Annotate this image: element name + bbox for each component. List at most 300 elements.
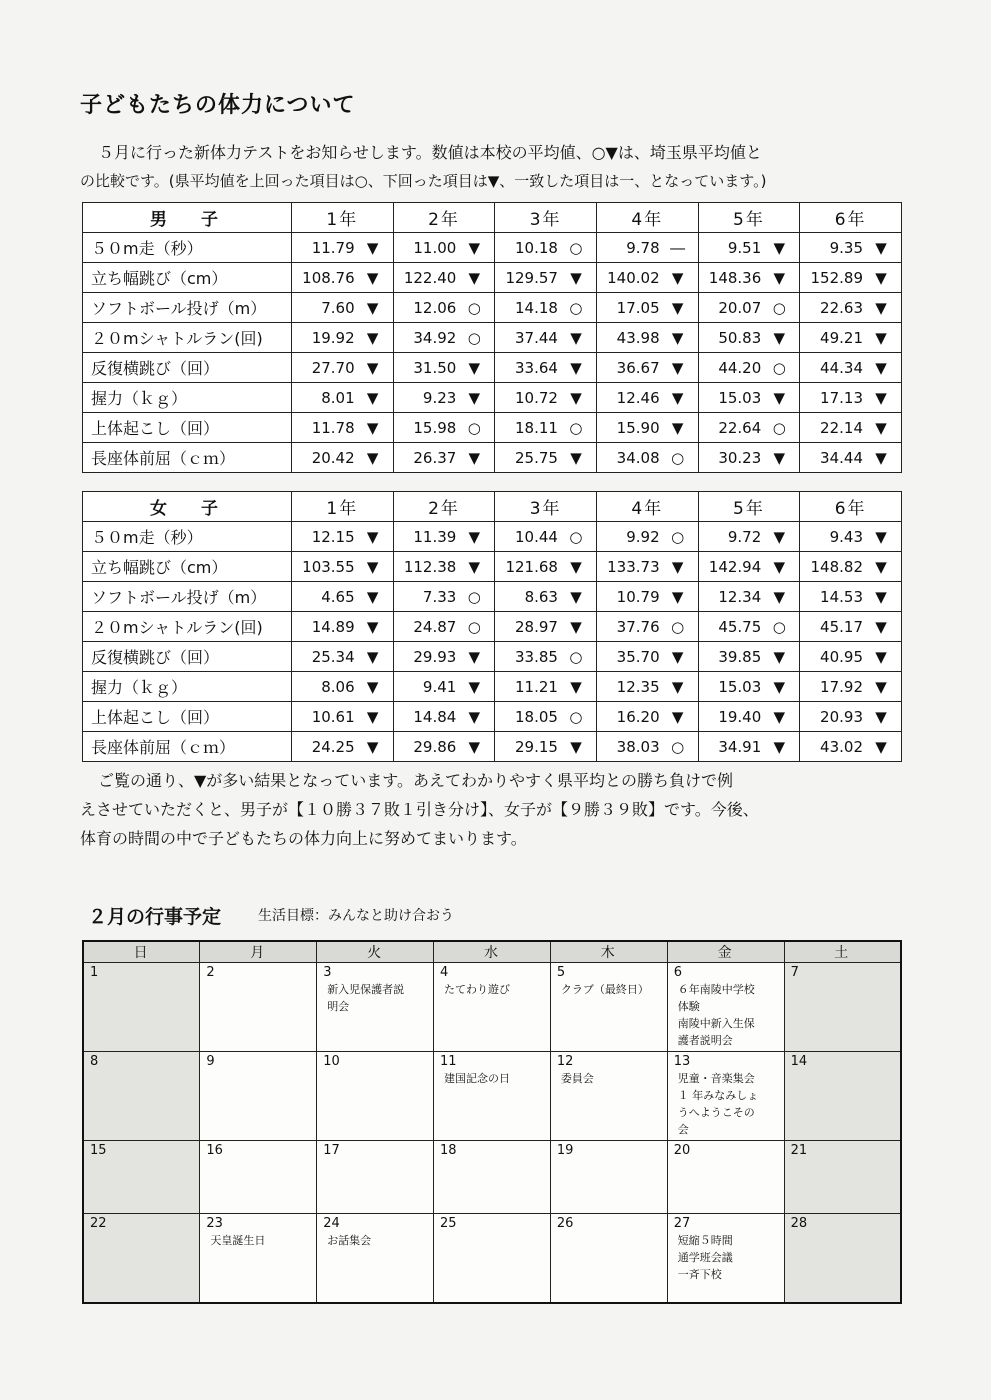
comparison-mark: ▼ — [468, 238, 481, 257]
table-row — [83, 263, 902, 293]
grade-header: 5年 — [698, 203, 800, 233]
calendar-event: ６年南陵中学校 — [677, 983, 755, 996]
results-summary — [80, 766, 920, 853]
score-value: 12.46 — [616, 388, 660, 407]
score-cell — [495, 353, 597, 383]
score-cell — [698, 323, 800, 353]
comparison-mark: ▼ — [671, 358, 684, 377]
calendar-day-cell — [784, 1141, 901, 1214]
comparison-mark: ▼ — [671, 677, 684, 696]
score-cell — [292, 233, 394, 263]
test-item-label: 握力（ｋｇ） — [83, 383, 292, 413]
comparison-mark: ○ — [671, 527, 685, 546]
intro-line-2: の比較です。(県平均値を上回った項目は○、下回った項目は▼、一致した項目は一、となっています。) — [80, 172, 767, 190]
comparison-mark: ▼ — [671, 268, 684, 287]
score-value: 50.83 — [718, 328, 762, 347]
comparison-mark: ▼ — [468, 448, 481, 467]
day-number: 23 — [206, 1216, 223, 1231]
comparison-mark: ○ — [569, 707, 583, 726]
comparison-mark: ▼ — [875, 647, 887, 666]
calendar-day-cell — [667, 1214, 784, 1304]
score-value: 10.79 — [616, 587, 660, 606]
test-item-label: 上体起こし（回） — [83, 702, 292, 732]
score-cell — [393, 293, 495, 323]
summary-line-3: 体育の時間の中で子どもたちの体力向上に努めてまいります。 — [80, 829, 527, 848]
score-value: 121.68 — [505, 557, 558, 576]
calendar-day-cell — [434, 963, 551, 1052]
score-value: 8.01 — [321, 388, 355, 407]
score-cell — [495, 383, 597, 413]
score-value: 49.21 — [820, 328, 863, 347]
table-row — [83, 612, 902, 642]
comparison-mark: ▼ — [875, 328, 887, 347]
score-value: 18.11 — [515, 418, 558, 437]
day-number: 24 — [323, 1216, 340, 1231]
comparison-mark: ▼ — [570, 328, 582, 347]
score-cell — [495, 413, 597, 443]
summary-line-2: えさせていただくと、男子が【１０勝３７敗１引き分け】、女子が【９勝３９敗】です。今後、 — [80, 800, 759, 819]
score-cell — [292, 702, 394, 732]
comparison-mark: ▼ — [468, 647, 481, 666]
comparison-mark: ▼ — [468, 707, 481, 726]
score-value: 9.43 — [829, 527, 863, 546]
score-value: 19.40 — [718, 707, 762, 726]
score-value: 129.57 — [505, 268, 558, 287]
score-value: 31.50 — [413, 358, 457, 377]
score-value: 11.00 — [413, 238, 457, 257]
weekday-header: 木 — [550, 941, 667, 963]
calendar-event: 南陵中新入生保 — [677, 1017, 755, 1030]
calendar-day-cell — [434, 1052, 551, 1141]
day-number: 13 — [673, 1054, 691, 1069]
comparison-mark: ▼ — [366, 737, 379, 756]
calendar-event: 通学班会議 — [677, 1251, 733, 1264]
comparison-mark: ▼ — [671, 388, 684, 407]
score-cell — [596, 413, 698, 443]
comparison-mark: ○ — [671, 448, 685, 467]
score-value: 152.89 — [810, 268, 863, 287]
calendar-event: 建国記念の日 — [444, 1072, 511, 1085]
score-cell — [292, 443, 394, 473]
table-row — [83, 383, 902, 413]
girls-label: 女 子 — [83, 492, 292, 522]
test-item-label: ２０mシャトルラン(回) — [83, 612, 292, 642]
comparison-mark: ▼ — [468, 388, 481, 407]
score-value: 43.98 — [616, 328, 660, 347]
grade-header: 1年 — [292, 492, 394, 522]
score-value: 22.14 — [820, 418, 863, 437]
score-cell — [393, 443, 495, 473]
table-row — [83, 233, 902, 263]
score-value: 10.61 — [311, 707, 355, 726]
day-number: 21 — [790, 1143, 808, 1158]
score-cell — [495, 323, 597, 353]
score-cell — [596, 732, 698, 762]
score-value: 9.35 — [829, 238, 863, 257]
score-cell — [596, 522, 698, 552]
score-value: 8.63 — [524, 587, 558, 606]
day-number: 4 — [440, 965, 449, 980]
day-number: 9 — [206, 1054, 215, 1069]
comparison-mark: ▼ — [671, 647, 684, 666]
score-value: 29.86 — [413, 737, 457, 756]
calendar-day-cell — [83, 963, 200, 1052]
score-cell — [800, 702, 902, 732]
day-number: 17 — [323, 1143, 340, 1158]
comparison-mark: ▼ — [570, 677, 582, 696]
comparison-mark: ▼ — [875, 587, 887, 606]
comparison-mark: ▼ — [773, 677, 786, 696]
score-cell — [596, 702, 698, 732]
comparison-mark: ▼ — [671, 707, 684, 726]
weekday-header: 水 — [434, 941, 551, 963]
calendar-day-cell — [83, 1052, 200, 1141]
day-number: 22 — [90, 1216, 107, 1231]
comparison-mark: ○ — [569, 647, 583, 666]
comparison-mark: ▼ — [773, 737, 786, 756]
comparison-mark: ▼ — [366, 677, 379, 696]
comparison-mark: ▼ — [366, 557, 379, 576]
grade-header: 2年 — [393, 203, 495, 233]
score-value: 20.07 — [718, 298, 762, 317]
score-value: 14.84 — [413, 707, 457, 726]
day-number: 14 — [790, 1054, 808, 1069]
day-number: 1 — [90, 965, 99, 980]
calendar-event: 委員会 — [560, 1072, 594, 1085]
day-number: 16 — [206, 1143, 223, 1158]
comparison-mark: ▼ — [570, 617, 582, 636]
life-goal: 生活目標：みんなと助け合おう — [258, 908, 454, 924]
score-cell — [292, 413, 394, 443]
score-cell — [698, 293, 800, 323]
calendar-event: お話集会 — [327, 1234, 372, 1247]
table-row — [83, 443, 902, 473]
day-number: 26 — [556, 1216, 574, 1231]
score-value: 33.85 — [515, 647, 558, 666]
score-value: 29.93 — [413, 647, 457, 666]
comparison-mark: ○ — [671, 737, 685, 756]
score-value: 27.70 — [311, 358, 355, 377]
score-value: 44.20 — [718, 358, 762, 377]
test-item-label: ５０m走（秒） — [83, 233, 292, 263]
comparison-mark: ▼ — [671, 557, 684, 576]
score-cell — [393, 383, 495, 413]
table-row — [83, 642, 902, 672]
calendar-event: 護者説明会 — [677, 1034, 733, 1047]
comparison-mark: ▼ — [875, 557, 887, 576]
score-value: 26.37 — [413, 448, 457, 467]
calendar-day-cell — [784, 1214, 901, 1304]
calendar-day-cell — [83, 1141, 200, 1214]
calendar-week-row — [83, 1214, 901, 1304]
score-cell — [292, 672, 394, 702]
score-cell — [393, 702, 495, 732]
score-value: 11.78 — [311, 418, 355, 437]
score-value: 10.18 — [515, 238, 558, 257]
score-cell — [596, 293, 698, 323]
score-value: 19.92 — [311, 328, 355, 347]
calendar-day-cell — [784, 1052, 901, 1141]
score-cell — [698, 522, 800, 552]
score-cell — [800, 672, 902, 702]
calendar-day-cell — [200, 1052, 317, 1141]
february-calendar — [82, 940, 902, 1304]
comparison-mark: ▼ — [875, 268, 887, 287]
weekday-header: 日 — [83, 941, 200, 963]
score-value: 34.92 — [413, 328, 457, 347]
score-cell — [800, 642, 902, 672]
comparison-mark: ▼ — [671, 418, 684, 437]
score-value: 9.72 — [727, 527, 762, 546]
comparison-mark: ▼ — [773, 557, 786, 576]
comparison-mark: ▼ — [366, 238, 379, 257]
comparison-mark: ▼ — [671, 587, 684, 606]
score-cell — [495, 732, 597, 762]
calendar-event: クラブ（最終日） — [560, 983, 649, 996]
calendar-event: １ 年みなみしょ — [677, 1089, 759, 1102]
calendar-event: たてわり遊び — [444, 983, 511, 996]
score-value: 14.18 — [515, 298, 558, 317]
score-value: 45.75 — [718, 617, 762, 636]
grade-header: 3年 — [495, 203, 597, 233]
grade-header: 2年 — [393, 492, 495, 522]
score-cell — [698, 263, 800, 293]
day-number: 2 — [206, 965, 215, 980]
score-cell — [393, 672, 495, 702]
score-cell — [698, 702, 800, 732]
score-value: 103.55 — [302, 557, 355, 576]
score-cell — [698, 582, 800, 612]
comparison-mark: ▼ — [468, 268, 481, 287]
calendar-day-cell — [317, 1141, 434, 1214]
score-cell — [495, 233, 597, 263]
comparison-mark: ▼ — [468, 557, 481, 576]
comparison-mark: ▼ — [570, 587, 582, 606]
comparison-mark: ○ — [772, 358, 786, 377]
score-value: 16.20 — [616, 707, 660, 726]
score-cell — [800, 443, 902, 473]
table-row — [83, 293, 902, 323]
comparison-mark: ▼ — [570, 388, 582, 407]
score-cell — [292, 383, 394, 413]
score-value: 17.13 — [820, 388, 863, 407]
score-cell — [393, 732, 495, 762]
score-value: 9.41 — [422, 677, 457, 696]
comparison-mark: ▼ — [875, 238, 887, 257]
calendar-week-row — [83, 963, 901, 1052]
calendar-day-cell — [200, 1141, 317, 1214]
day-number: 6 — [673, 965, 682, 980]
score-value: 30.23 — [718, 448, 762, 467]
score-value: 112.38 — [403, 557, 457, 576]
comparison-mark: ○ — [569, 238, 583, 257]
score-cell — [698, 672, 800, 702]
score-cell — [596, 233, 698, 263]
score-value: 45.17 — [820, 617, 863, 636]
calendar-week-row — [83, 1141, 901, 1214]
calendar-event: 体験 — [677, 1000, 700, 1013]
test-item-label: ２０mシャトルラン(回) — [83, 323, 292, 353]
day-number: 5 — [556, 965, 566, 980]
grade-header: 6年 — [800, 203, 902, 233]
score-cell — [800, 552, 902, 582]
calendar-day-cell — [317, 963, 434, 1052]
grade-header: 4年 — [596, 492, 698, 522]
score-cell — [800, 732, 902, 762]
score-value: 12.35 — [616, 677, 660, 696]
score-value: 40.95 — [820, 647, 863, 666]
calendar-event: 新入児保護者説 — [327, 983, 405, 996]
score-cell — [800, 582, 902, 612]
comparison-mark: ○ — [772, 298, 786, 317]
fitness-intro — [80, 138, 915, 196]
calendar-event: 天皇誕生日 — [210, 1234, 266, 1247]
table-row — [83, 522, 902, 552]
score-cell — [698, 642, 800, 672]
score-cell — [292, 642, 394, 672]
comparison-mark: ▼ — [875, 677, 887, 696]
calendar-day-cell — [550, 1052, 667, 1141]
score-value: 148.82 — [810, 557, 863, 576]
day-number: 11 — [440, 1054, 457, 1069]
test-item-label: 立ち幅跳び（cm） — [83, 552, 292, 582]
score-value: 11.21 — [515, 677, 558, 696]
comparison-mark: ▼ — [671, 328, 684, 347]
score-value: 9.78 — [626, 238, 660, 257]
day-number: 18 — [440, 1143, 457, 1158]
comparison-mark: ▼ — [366, 587, 379, 606]
comparison-mark: ○ — [467, 328, 481, 347]
test-item-label: ソフトボール投げ（m） — [83, 293, 292, 323]
score-cell — [698, 413, 800, 443]
score-value: 12.15 — [311, 527, 355, 546]
score-value: 20.42 — [311, 448, 355, 467]
comparison-mark: ▼ — [366, 448, 379, 467]
calendar-event: 児童・音楽集会 — [677, 1072, 755, 1085]
score-value: 39.85 — [718, 647, 762, 666]
comparison-mark: ▼ — [875, 358, 887, 377]
calendar-day-cell — [200, 1214, 317, 1304]
day-number: 28 — [790, 1216, 808, 1231]
score-value: 15.90 — [616, 418, 660, 437]
day-number: 8 — [90, 1054, 99, 1069]
score-value: 22.64 — [718, 418, 762, 437]
comparison-mark: ▼ — [875, 707, 887, 726]
score-cell — [800, 353, 902, 383]
comparison-mark: ▼ — [366, 358, 379, 377]
calendar-day-cell — [784, 963, 901, 1052]
score-value: 34.08 — [616, 448, 660, 467]
comparison-mark: ○ — [569, 418, 583, 437]
table-row — [83, 323, 902, 353]
day-number: 27 — [673, 1216, 691, 1231]
score-cell — [596, 582, 698, 612]
comparison-mark: ▼ — [875, 388, 887, 407]
comparison-mark: ▼ — [875, 617, 887, 636]
score-cell — [698, 732, 800, 762]
score-cell — [698, 383, 800, 413]
test-item-label: 握力（ｋｇ） — [83, 672, 292, 702]
day-number: 10 — [323, 1054, 340, 1069]
comparison-mark: ▼ — [468, 677, 481, 696]
score-cell — [596, 353, 698, 383]
score-cell — [292, 323, 394, 353]
score-value: 17.92 — [820, 677, 863, 696]
score-cell — [292, 293, 394, 323]
comparison-mark: ▼ — [570, 358, 582, 377]
comparison-mark: ▼ — [570, 557, 582, 576]
score-cell — [495, 522, 597, 552]
score-value: 38.03 — [616, 737, 660, 756]
day-number: 7 — [790, 965, 799, 980]
comparison-mark: ▼ — [875, 527, 887, 546]
score-cell — [393, 413, 495, 443]
comparison-mark: ― — [670, 238, 686, 257]
comparison-mark: ▼ — [366, 328, 379, 347]
comparison-mark: ▼ — [468, 527, 481, 546]
intro-line-1: ５月に行った新体力テストをお知らせします。数値は本校の平均値、○▼は、埼玉県平均値と — [98, 143, 762, 162]
score-cell — [393, 323, 495, 353]
score-cell — [698, 443, 800, 473]
comparison-mark: ▼ — [875, 448, 887, 467]
comparison-mark: ▼ — [875, 418, 887, 437]
test-item-label: ソフトボール投げ（m） — [83, 582, 292, 612]
test-item-label: 長座体前屈（ｃｍ） — [83, 443, 292, 473]
score-cell — [292, 732, 394, 762]
score-cell — [800, 293, 902, 323]
calendar-day-cell — [200, 963, 317, 1052]
score-cell — [800, 233, 902, 263]
day-number: 15 — [90, 1143, 107, 1158]
comparison-mark: ○ — [671, 617, 685, 636]
comparison-mark: ▼ — [366, 298, 379, 317]
score-cell — [596, 323, 698, 353]
score-value: 17.05 — [616, 298, 660, 317]
boys-header-row — [83, 203, 902, 233]
score-cell — [393, 233, 495, 263]
score-cell — [292, 552, 394, 582]
score-cell — [393, 582, 495, 612]
score-cell — [800, 323, 902, 353]
comparison-mark: ▼ — [366, 388, 379, 407]
weekday-header-row — [83, 941, 901, 963]
fitness-heading: 子どもたちの体力について — [80, 93, 356, 118]
comparison-mark: ○ — [772, 418, 786, 437]
comparison-mark: ▼ — [773, 448, 786, 467]
boys-fitness-table — [82, 202, 902, 473]
score-cell — [596, 263, 698, 293]
score-value: 24.87 — [413, 617, 457, 636]
calendar-day-cell — [667, 1052, 784, 1141]
score-cell — [800, 522, 902, 552]
schedule-title: ２月の行事予定 — [88, 906, 222, 928]
score-cell — [393, 612, 495, 642]
score-cell — [698, 552, 800, 582]
score-value: 37.76 — [616, 617, 660, 636]
score-cell — [495, 293, 597, 323]
score-value: 9.23 — [422, 388, 457, 407]
score-value: 7.60 — [321, 298, 355, 317]
grade-header: 1年 — [292, 203, 394, 233]
table-row — [83, 353, 902, 383]
comparison-mark: ▼ — [570, 737, 582, 756]
score-value: 25.34 — [311, 647, 355, 666]
score-cell — [495, 672, 597, 702]
score-cell — [393, 353, 495, 383]
score-cell — [698, 353, 800, 383]
score-value: 9.92 — [626, 527, 660, 546]
score-cell — [698, 233, 800, 263]
